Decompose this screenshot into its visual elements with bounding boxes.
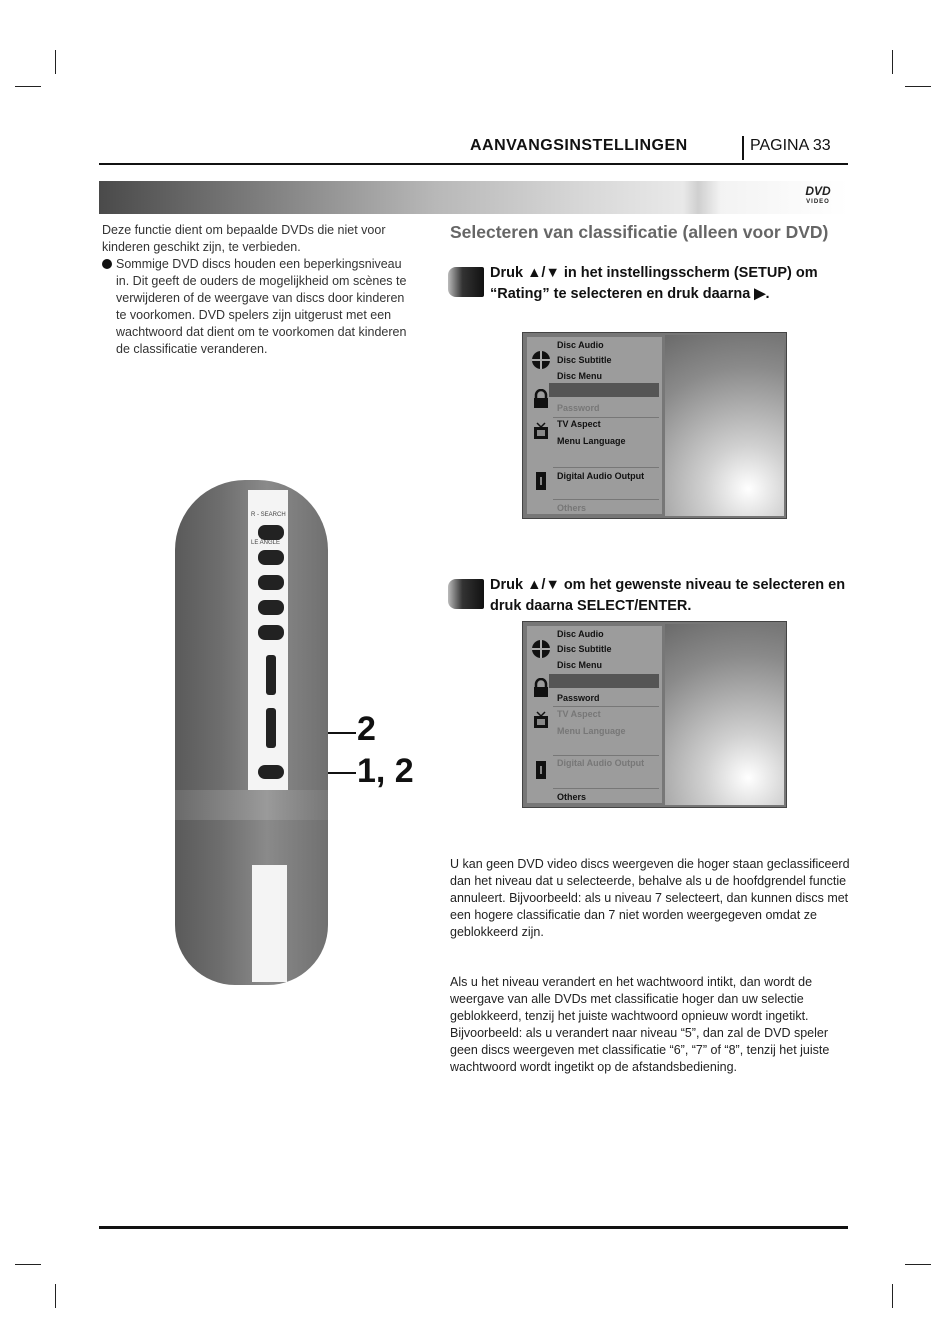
- crop-mark: [892, 1284, 893, 1308]
- title-band: [99, 181, 848, 214]
- crop-mark: [15, 86, 41, 87]
- logo-text: DVD: [805, 184, 831, 198]
- footer-rule: [99, 1226, 848, 1229]
- menu-item-tv-aspect: TV Aspect: [557, 419, 601, 429]
- crop-mark: [15, 1264, 41, 1265]
- menu-highlight: [549, 383, 659, 397]
- callout-label: 2: [357, 710, 376, 748]
- remote-button-enter: [258, 765, 284, 779]
- menu-item-disc-audio: Disc Audio: [557, 629, 604, 639]
- disc-icon: [531, 639, 551, 659]
- disc-icon: [531, 350, 551, 370]
- menu-item-password: Password: [557, 403, 600, 413]
- menu-item-password: Password: [557, 693, 600, 703]
- remote-button: [258, 575, 284, 590]
- menu-item-menu-language: Menu Language: [557, 726, 626, 736]
- step-2: [448, 575, 848, 617]
- header-rule: [99, 163, 848, 165]
- step-1: [448, 263, 848, 305]
- menu-item-others: Others: [557, 503, 587, 513]
- bullet-text: Sommige DVD discs houden een beperkingsniveau in. Dit geeft de ouders de mogelijkheid om scènes te verwijderen of de weergave van discs door kinderen te voorkomen. DVD spelers zijn uitgerust met een wachtwoord dat dient om te voorkomen dat kinderen de classificatie veranderen.: [116, 257, 407, 356]
- menu-item-disc-audio: Disc Audio: [557, 340, 604, 350]
- menu-item-digital-audio-output: Digital Audio Output: [557, 471, 645, 481]
- speaker-icon: [531, 760, 551, 780]
- step-marker-icon: [448, 579, 484, 609]
- page-number: PAGINA 33: [750, 137, 831, 154]
- step-2-text: Druk ▲/▼ om het gewenste niveau te selecteren en druk daarna SELECT/ENTER.: [490, 577, 846, 614]
- dvd-video-logo: [800, 186, 836, 208]
- remote-label-angle: LE ANGLE: [251, 540, 281, 546]
- menu-item-tv-aspect: TV Aspect: [557, 709, 601, 719]
- lock-icon: [531, 678, 551, 698]
- intro-text: [102, 222, 412, 358]
- menu-option-panel: [665, 335, 784, 516]
- menu-highlight: [549, 674, 659, 688]
- crop-mark: [905, 86, 931, 87]
- menu-item-others: Others: [557, 792, 587, 802]
- crop-mark: [55, 50, 56, 74]
- setup-menu-screenshot-1: [522, 332, 787, 519]
- menu-divider: [553, 706, 659, 707]
- speaker-icon: [531, 471, 551, 491]
- remote-button: [258, 525, 284, 540]
- menu-option-panel: [665, 624, 784, 805]
- menu-divider: [553, 788, 659, 789]
- body-paragraph-2: Als u het niveau verandert en het wachtwoord intikt, dan wordt de weergave van alle DVDs met classificatie hoger dan uw selectie geblokkeerd, tenzij het juiste wachtwoord opnieuw wordt ingetikt. Bijvoorbeeld: als u verandert naar niveau “5”, dan zal de DVD speler geen discs weergeven met classificatie “6”, “7” of “8”, tenzij het juiste wachtwoord wordt ingetikt op de afstandsbediening.: [450, 975, 830, 1074]
- step-1-text: Druk ▲/▼ in het instellingsscherm (SETUP) om “Rating” te selecteren en druk daarna ▶.: [490, 265, 818, 302]
- body-paragraph-1: U kan geen DVD video discs weergeven die hoger staan geclassificeerd dan het niveau dat u selecteerde, behalve als u de hoofdgrendel functie annuleert. Bijvoorbeeld: als u niveau 7 selecteert, dan kunnen discs met een hogere classificatie dan 7 niet worden weergegeven omdat ze geblokkeerd zijn.: [450, 857, 850, 939]
- remote-button: [258, 625, 284, 640]
- remote-button-down: [266, 708, 276, 748]
- crop-mark: [905, 1264, 931, 1265]
- remote-highlight-strip: [252, 865, 287, 982]
- intro-bullet: [102, 256, 412, 358]
- menu-divider: [553, 755, 659, 756]
- menu-item-disc-subtitle: Disc Subtitle: [557, 644, 612, 654]
- callout-line: [328, 732, 356, 734]
- remote-control-illustration: [175, 480, 328, 985]
- lock-icon: [531, 389, 551, 409]
- menu-divider: [553, 499, 659, 500]
- header-separator: [742, 136, 744, 160]
- remote-button: [258, 550, 284, 565]
- remote-label-search: R - SEARCH: [251, 512, 286, 518]
- intro-paragraph: Deze functie dient om bepaalde DVDs die niet voor kinderen geschikt zijn, te verbieden.: [102, 223, 386, 254]
- menu-item-disc-menu: Disc Menu: [557, 371, 603, 381]
- menu-item-menu-language: Menu Language: [557, 436, 626, 446]
- logo-subtext: VIDEO: [806, 199, 830, 205]
- section-title: AANVANGSINSTELLINGEN: [470, 137, 688, 154]
- tv-icon: [531, 421, 551, 441]
- remote-button: [258, 600, 284, 615]
- crop-mark: [55, 1284, 56, 1308]
- menu-divider: [553, 417, 659, 418]
- menu-item-disc-menu: Disc Menu: [557, 660, 603, 670]
- setup-menu-screenshot-2: [522, 621, 787, 808]
- menu-item-disc-subtitle: Disc Subtitle: [557, 355, 612, 365]
- step-marker-icon: [448, 267, 484, 297]
- subsection-title: Selecteren van classificatie (alleen voor DVD): [450, 222, 829, 242]
- callout-label: 1, 2: [357, 752, 414, 790]
- menu-item-digital-audio-output: Digital Audio Output: [557, 758, 645, 768]
- remote-waist: [175, 790, 328, 820]
- callout-line: [328, 772, 356, 774]
- remote-button-up: [266, 655, 276, 695]
- bullet-icon: [102, 259, 112, 269]
- menu-divider: [553, 467, 659, 468]
- crop-mark: [892, 50, 893, 74]
- tv-icon: [531, 710, 551, 730]
